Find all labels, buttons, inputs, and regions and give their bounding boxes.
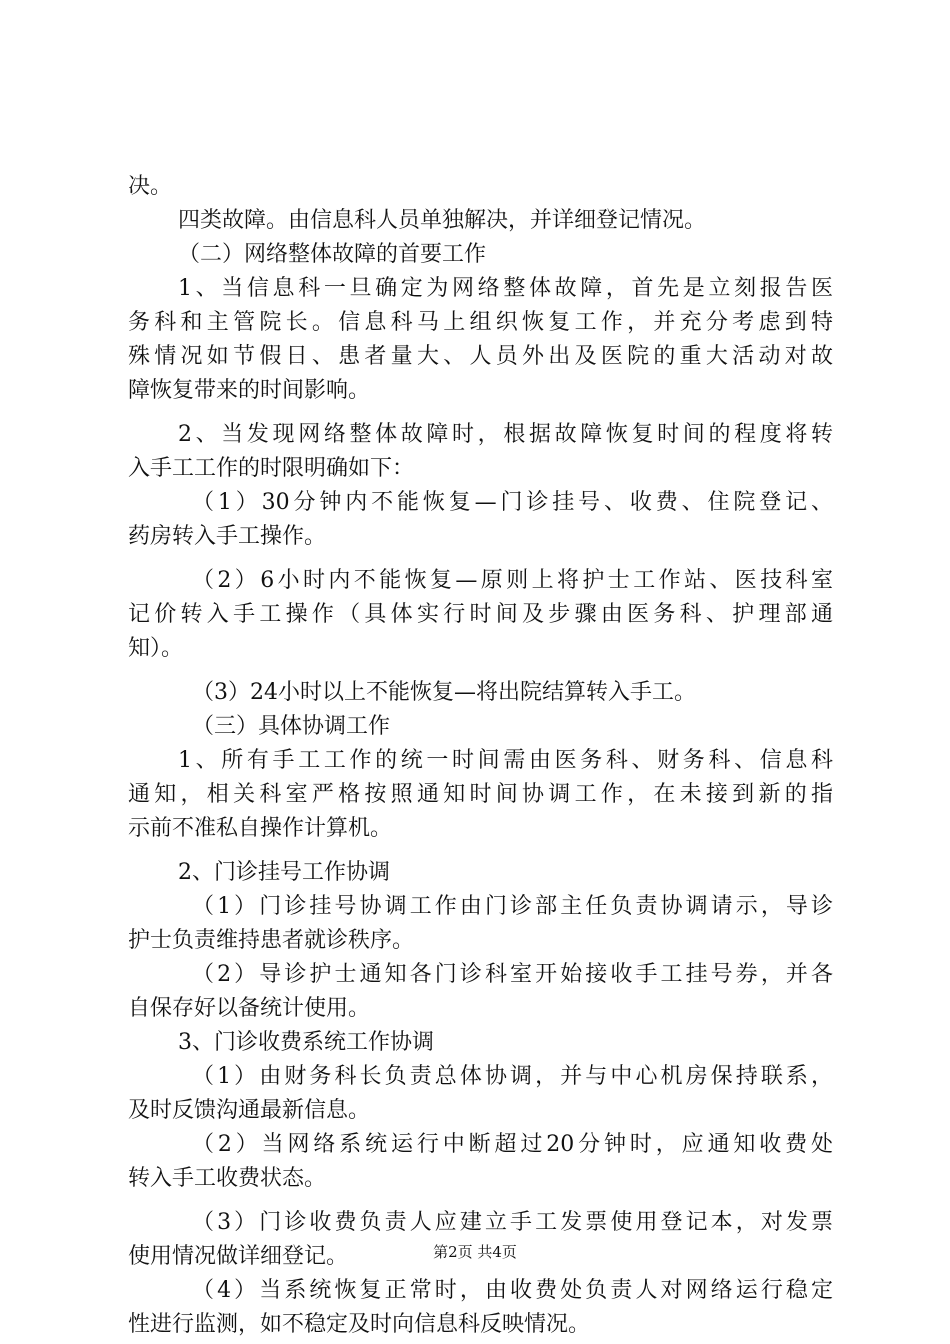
text-line: （2）6小时内不能恢复—原则上将护士工作站、医技科室 <box>192 568 833 593</box>
text-line: （3）门诊收费负责人应建立手工发票使用登记本，对发票 <box>192 1210 833 1235</box>
text-line: （1）30分钟内不能恢复—门诊挂号、收费、住院登记、 <box>192 490 833 515</box>
text-line: 1、当信息科一旦确定为网络整体故障，首先是立刻报告医 <box>178 276 833 301</box>
page-footer: 第2页 共4页 <box>433 1243 517 1261</box>
text-line: 四类故障。由信息科人员单独解决，并详细登记情况。 <box>178 208 707 233</box>
text-line: （3）24小时以上不能恢复—将出院结算转入手工。 <box>192 680 696 705</box>
section-heading: （三）具体协调工作 <box>192 714 391 739</box>
text-line: 知）。 <box>128 636 184 661</box>
text-line: 性进行监测，如不稳定及时向信息科反映情况。 <box>128 1312 591 1337</box>
text-line: 决。 <box>128 174 173 199</box>
section-heading: （二）网络整体故障的首要工作 <box>178 242 487 267</box>
text-line: 示前不准私自操作计算机。 <box>128 816 393 841</box>
text-line: 转入手工收费状态。 <box>128 1166 327 1191</box>
text-line: 记价转入手工操作（具体实行时间及步骤由医务科、护理部通 <box>128 602 833 627</box>
text-line: 使用情况做详细登记。 <box>128 1244 349 1269</box>
text-line: 2、当发现网络整体故障时，根据故障恢复时间的程度将转 <box>178 422 833 447</box>
text-line: 护士负责维持患者就诊秩序。 <box>128 928 415 953</box>
text-line: 及时反馈沟通最新信息。 <box>128 1098 371 1123</box>
text-line: （2）当网络系统运行中断超过20分钟时，应通知收费处 <box>192 1132 833 1157</box>
text-line: （2）导诊护士通知各门诊科室开始接收手工挂号券，并各 <box>192 962 833 987</box>
text-line: （1）门诊挂号协调工作由门诊部主任负责协调请示，导诊 <box>192 894 833 919</box>
text-line: 1、所有手工工作的统一时间需由医务科、财务科、信息科 <box>178 748 833 773</box>
text-line: 殊情况如节假日、患者量大、人员外出及医院的重大活动对故 <box>128 344 833 369</box>
subsection-heading: 2、门诊挂号工作协调 <box>178 860 390 885</box>
text-line: 通知，相关科室严格按照通知时间协调工作，在未接到新的指 <box>128 782 833 807</box>
text-line: 障恢复带来的时间影响。 <box>128 378 371 403</box>
text-line: （4）当系统恢复正常时，由收费处负责人对网络运行稳定 <box>192 1278 833 1303</box>
text-line: 务科和主管院长。信息科马上组织恢复工作，并充分考虑到特 <box>128 310 833 335</box>
text-line: 自保存好以备统计使用。 <box>128 996 371 1021</box>
text-line: 入手工工作的时限明确如下： <box>128 456 415 481</box>
text-line: 药房转入手工操作。 <box>128 524 327 549</box>
subsection-heading: 3、门诊收费系统工作协调 <box>178 1030 434 1055</box>
text-line: （1）由财务科长负责总体协调，并与中心机房保持联系， <box>192 1064 833 1089</box>
